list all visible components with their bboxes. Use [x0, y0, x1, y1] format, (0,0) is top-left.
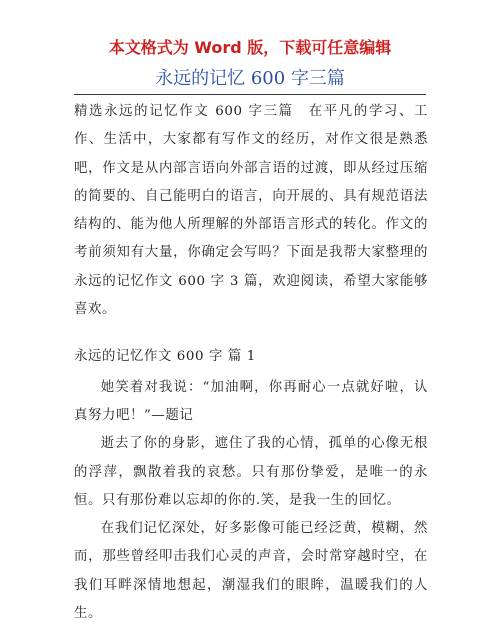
body-paragraph: 在我们记忆深处，好多影像可能已经泛黄，模糊，然而，那些曾经叩击我们心灵的声音，会时常穿越时空，在我们耳畔深情地想起，潮湿我们的眼眸，温暖我们的人生。: [74, 521, 428, 622]
document-title: 永远的记忆 600 字三篇: [155, 68, 345, 89]
section-spacer: [74, 324, 428, 343]
document-body: [74, 98, 428, 628]
title-divider: [74, 94, 426, 95]
format-banner: 本文格式为 Word 版，下载可任意编辑: [108, 38, 392, 57]
body-paragraph-epigraph: 她笑着对我说：“加油啊，你再耐心一点就好啦，认真努力吧！”—题记: [74, 379, 428, 423]
section-heading: 永远的记忆作文 600 字 篇 1: [74, 349, 256, 365]
body-paragraph: 逝去了你的身影，遮住了我的心情，孤单的心像无根的浮萍，飘散着我的哀愁。只有那份挚爱，是唯一的永恒。只有那份难以忘却的你的.笑，是我一生的回忆。: [74, 436, 428, 508]
intro-paragraph: 精选永远的记忆作文 600 字三篇 在平凡的学习、工作、生活中，大家都有写作文的经历，对作文很是熟悉吧，作文是从内部言语向外部言语的过渡，即从经过压缩的简要的、自己能明白的语言，向开展的、具有规范语法结构的、能为他人所理解的外部语言形式的转化。作文的考前须知有大量，你确定会写吗？下面是我帮大家整理的永远的记忆作文 600 字 3 篇，欢迎阅读，希望大家能够喜欢。: [74, 104, 428, 318]
